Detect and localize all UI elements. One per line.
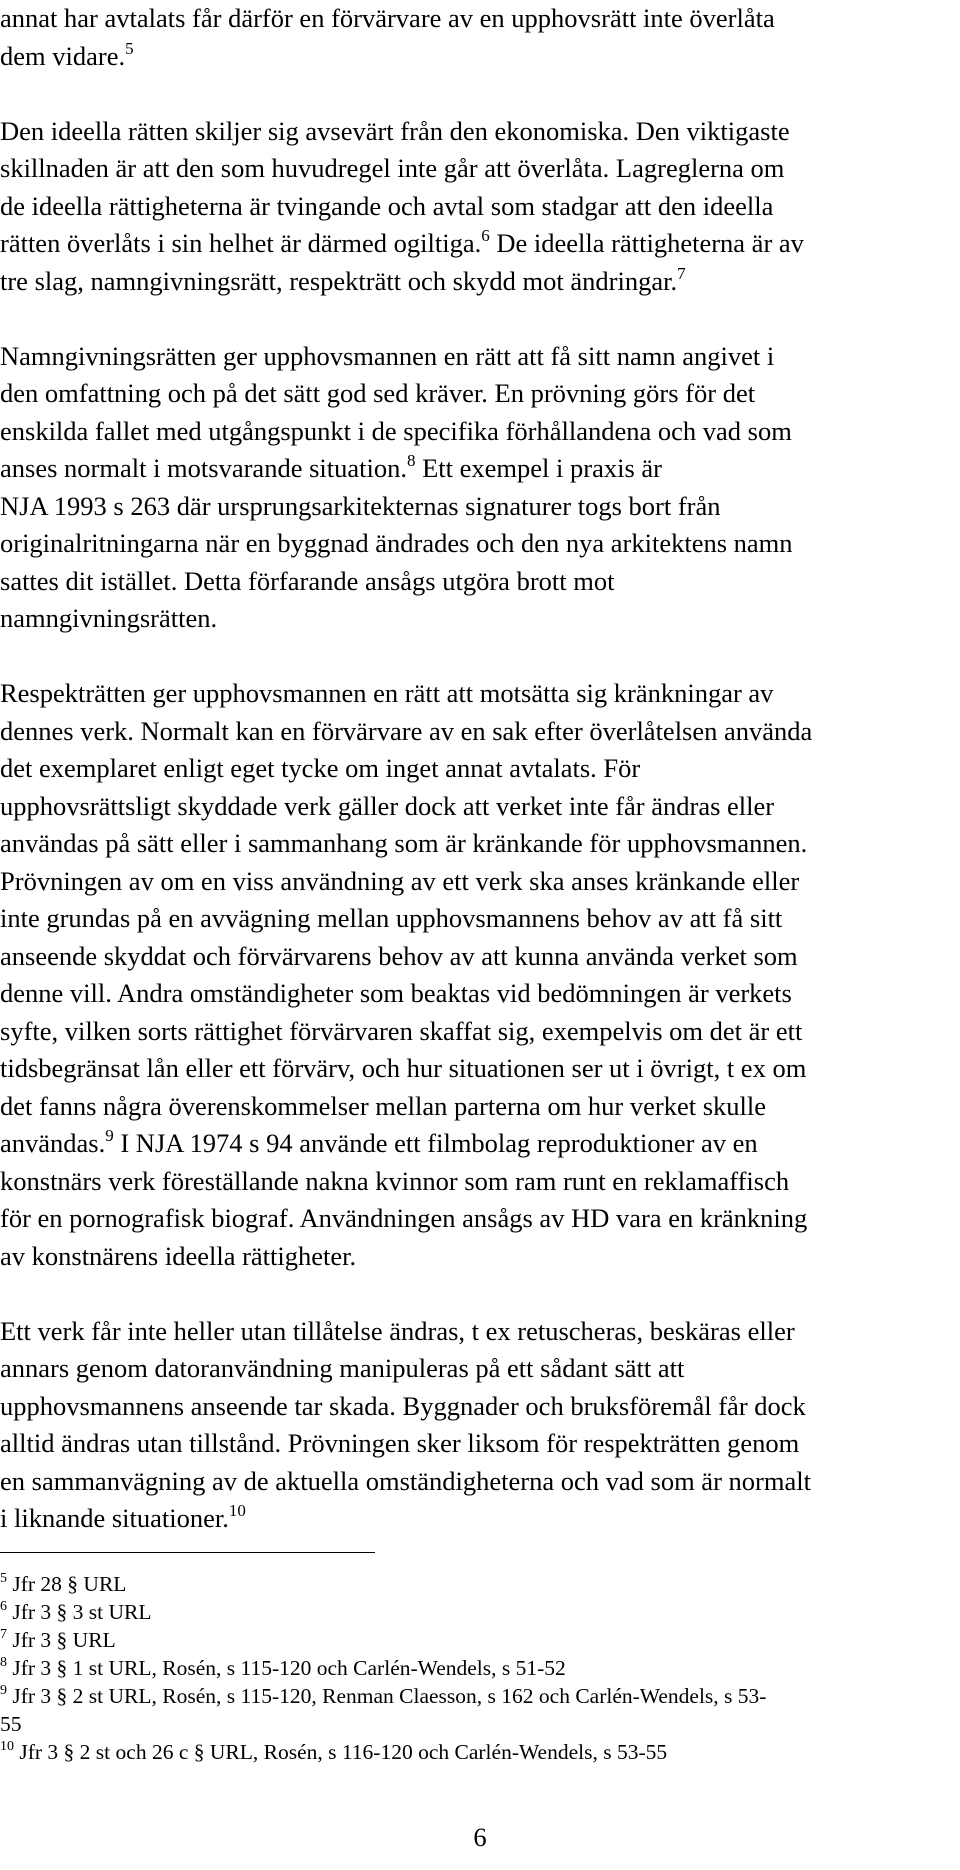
line-text: det exemplaret enligt eget tycke om inget annat avtalats. För xyxy=(0,753,641,783)
text-line xyxy=(0,1350,960,1388)
text-line xyxy=(0,1050,960,1088)
text-line xyxy=(0,1388,960,1426)
text-line xyxy=(0,863,960,901)
paragraph xyxy=(0,0,960,75)
line-text: Prövningen av om en viss användning av ett verk ska anses kränkande eller xyxy=(0,865,800,896)
paragraph xyxy=(0,113,960,301)
text-line xyxy=(0,788,960,826)
text-line xyxy=(0,1088,960,1126)
text-line xyxy=(0,450,960,488)
line-text: denne vill. Andra omständigheter som beaktas vid bedömningen är verkets xyxy=(0,978,792,1008)
line-text: anses normalt i motsvarande situation. xyxy=(0,453,407,483)
text-line xyxy=(0,1238,960,1276)
footnote-reference: 10 xyxy=(228,1501,246,1520)
paragraph xyxy=(0,1313,960,1538)
line-text: annat har avtalats får därför en förvärvare av en upphovsrätt inte överlåta xyxy=(0,3,775,33)
text-line xyxy=(0,1125,960,1163)
text-line xyxy=(0,600,960,638)
footnote-text: Jfr 3 § URL xyxy=(7,1628,116,1652)
line-text: syfte, vilken sorts rättighet förvärvaren skaffat sig, exempelvis om det är ett xyxy=(0,1015,803,1046)
footnote-number: 10 xyxy=(0,1739,14,1754)
footnote-number: 5 xyxy=(0,1571,7,1586)
footnotes xyxy=(0,1570,960,1766)
line-text: Ett verk får inte heller utan tillåtelse ändras, t ex retuscheras, beskäras eller xyxy=(0,1315,795,1346)
line-text: alltid ändras utan tillstånd. Prövningen sker liksom för respekträtten genom xyxy=(0,1428,800,1458)
footnote-reference: 8 xyxy=(407,451,416,470)
footnote-text: 55 xyxy=(0,1712,22,1736)
footnote-number: 9 xyxy=(0,1683,7,1698)
line-text: konstnärs verk föreställande nakna kvinnor som ram runt en reklamaffisch xyxy=(0,1165,790,1196)
text-line xyxy=(0,825,960,863)
line-text: den omfattning och på det sätt god sed kräver. En prövning görs för det xyxy=(0,378,756,408)
footnote xyxy=(0,1654,960,1682)
text-line xyxy=(0,263,960,301)
footnote xyxy=(0,1598,960,1626)
line-text: originalritningarna när en byggnad ändrades och den nya arkitektens namn xyxy=(0,528,793,558)
footnote-number: 8 xyxy=(0,1655,7,1670)
text-line xyxy=(0,225,960,263)
line-text: upphovsrättsligt skyddade verk gäller dock att verket inte får ändras eller xyxy=(0,790,775,821)
text-line xyxy=(0,1163,960,1201)
text-line xyxy=(0,0,960,38)
text-line xyxy=(0,900,960,938)
text-line xyxy=(0,938,960,976)
line-text: Den ideella rätten skiljer sig avsevärt från den ekonomiska. Den viktigaste xyxy=(0,115,790,146)
text-line xyxy=(0,188,960,226)
line-text: annars genom datoranvändning manipuleras på ett sådant sätt att xyxy=(0,1353,685,1383)
line-text: användas. xyxy=(0,1128,106,1158)
line-text: tidsbegränsat lån eller ett förvärv, och hur situationen ser ut i övrigt, t ex om xyxy=(0,1053,807,1083)
footnote-reference: 9 xyxy=(105,1126,114,1145)
line-text: Respekträtten ger upphovsmannen en rätt att motsätta sig kränkningar av xyxy=(0,678,774,708)
footnote xyxy=(0,1626,960,1654)
page-number: 6 xyxy=(473,1822,487,1852)
footnote-separator xyxy=(0,1552,375,1553)
footnote-text: Jfr 3 § 2 st och 26 c § URL, Rosén, s 116-120 och Carlén-Wendels, s 53-55 xyxy=(14,1740,668,1764)
footnote-text: Jfr 3 § 3 st URL xyxy=(7,1600,152,1624)
text-line xyxy=(0,1013,960,1051)
text-line xyxy=(0,675,960,713)
text-line xyxy=(0,150,960,188)
text-line xyxy=(0,413,960,451)
line-text: dennes verk. Normalt kan en förvärvare av en sak efter överlåtelsen använda xyxy=(0,715,813,746)
footnote-reference: 7 xyxy=(677,263,686,283)
text-line xyxy=(0,1313,960,1351)
text-line xyxy=(0,750,960,788)
line-text: av konstnärens ideella rättigheter. xyxy=(0,1240,357,1271)
paragraph xyxy=(0,338,960,638)
line-text: upphovsmannens anseende tar skada. Byggnader och bruksföremål får dock xyxy=(0,1390,806,1421)
line-text: rätten överlåts i sin helhet är därmed ogiltiga. xyxy=(0,228,482,258)
text-line xyxy=(0,38,960,76)
text-line xyxy=(0,563,960,601)
text-line xyxy=(0,1500,960,1538)
line-text: i liknande situationer. xyxy=(0,1503,229,1533)
line-text: det fanns några överenskommelser mellan parterna om hur verket skulle xyxy=(0,1090,767,1121)
text-line xyxy=(0,338,960,376)
text-line xyxy=(0,375,960,413)
text-line xyxy=(0,488,960,526)
text-line xyxy=(0,1425,960,1463)
footnote-text: Jfr 28 § URL xyxy=(7,1572,127,1596)
line-text: de ideella rättigheterna är tvingande och avtal som stadgar att den ideella xyxy=(0,190,774,221)
line-text: en sammanvägning av de aktuella omständigheterna och vad som är normalt xyxy=(0,1465,811,1496)
footnote xyxy=(0,1710,960,1738)
line-text: användas på sätt eller i sammanhang som är kränkande för upphovsmannen. xyxy=(0,828,808,858)
line-text-continued: De ideella rättigheterna är av xyxy=(489,228,804,258)
line-text: enskilda fallet med utgångspunkt i de specifika förhållandena och vad som xyxy=(0,415,792,446)
footnote xyxy=(0,1570,960,1598)
paragraph xyxy=(0,675,960,1275)
line-text: för en pornografisk biograf. Användningen ansågs av HD vara en kränkning xyxy=(0,1203,808,1233)
text-line xyxy=(0,1200,960,1238)
footnote-text: Jfr 3 § 2 st URL, Rosén, s 115-120, Renman Claesson, s 162 och Carlén-Wendels, s 53- xyxy=(7,1684,767,1708)
text-line xyxy=(0,1463,960,1501)
line-text: inte grundas på en avvägning mellan upphovsmannens behov av att få sitt xyxy=(0,903,783,933)
footnote xyxy=(0,1682,960,1710)
line-text: namngivningsrätten. xyxy=(0,603,218,633)
line-text: dem vidare. xyxy=(0,40,126,71)
line-text-continued: Ett exempel i praxis är xyxy=(415,453,663,483)
line-text: sattes dit istället. Detta förfarande ansågs utgöra brott mot xyxy=(0,565,615,596)
footnote-number: 7 xyxy=(0,1627,7,1642)
footnote-number: 6 xyxy=(0,1599,7,1614)
line-text: skillnaden är att den som huvudregel inte går att överlåta. Lagreglerna om xyxy=(0,153,785,183)
text-line xyxy=(0,975,960,1013)
line-text-continued: I NJA 1974 s 94 använde ett filmbolag reproduktioner av en xyxy=(113,1128,758,1158)
footnote xyxy=(0,1738,960,1766)
text-line xyxy=(0,713,960,751)
line-text: Namngivningsrätten ger upphovsmannen en rätt att få sitt namn angivet i xyxy=(0,340,775,371)
line-text: NJA 1993 s 263 där ursprungsarkitekternas signaturer togs bort från xyxy=(0,490,721,521)
text-line xyxy=(0,525,960,563)
footnote-text: Jfr 3 § 1 st URL, Rosén, s 115-120 och Carlén-Wendels, s 51-52 xyxy=(7,1656,566,1680)
footnote-reference: 6 xyxy=(481,226,490,245)
line-text: anseende skyddat och förvärvarens behov av att kunna använda verket som xyxy=(0,940,798,971)
line-text: tre slag, namngivningsrätt, respekträtt och skydd mot ändringar. xyxy=(0,265,678,296)
text-line xyxy=(0,113,960,151)
footnote-reference: 5 xyxy=(125,38,134,58)
